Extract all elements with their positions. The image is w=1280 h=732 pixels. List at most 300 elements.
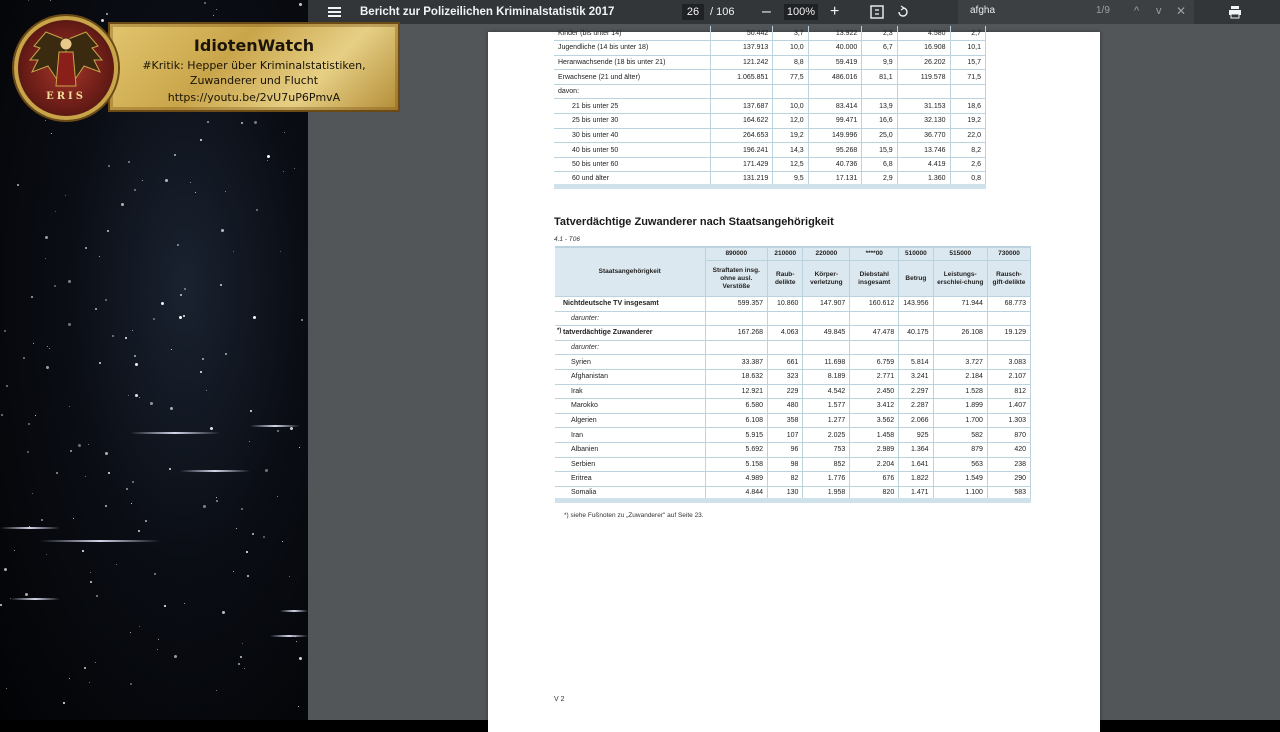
star — [225, 353, 227, 355]
star — [170, 407, 173, 410]
light-streak — [130, 432, 220, 434]
row-label: Nichtdeutsche TV insgesamt — [555, 297, 705, 312]
star — [6, 385, 8, 387]
cell-value: 82 — [768, 472, 803, 487]
cell-value: 2.450 — [850, 384, 899, 399]
cell-value: 40.175 — [899, 326, 933, 341]
cell-value: 1.776 — [803, 472, 850, 487]
menu-icon-bar — [328, 11, 341, 13]
zoom-input[interactable]: 100% — [784, 4, 818, 20]
star — [299, 657, 302, 660]
banner-title: IdiotenWatch — [193, 36, 315, 55]
winged-figure-icon — [26, 28, 106, 98]
column-header: Rausch-gift-delikte — [987, 261, 1030, 297]
star — [56, 472, 58, 474]
cell-value: 10,0 — [773, 41, 808, 56]
star — [54, 285, 56, 287]
star — [4, 568, 7, 571]
cell-value: 1.528 — [933, 384, 987, 399]
row-label: 30 bis unter 40 — [554, 128, 710, 143]
star — [145, 520, 147, 522]
star — [135, 394, 138, 397]
cell-value: 8.189 — [803, 369, 850, 384]
star — [134, 355, 136, 357]
star — [130, 683, 132, 685]
cell-value: 18,6 — [950, 99, 985, 114]
cell-value: 2.184 — [933, 369, 987, 384]
row-label: Albanien — [555, 442, 705, 457]
star — [106, 13, 108, 15]
star — [138, 530, 140, 532]
cell-value: 1.700 — [933, 413, 987, 428]
star — [125, 337, 127, 339]
star — [14, 550, 15, 551]
star — [216, 690, 217, 691]
star — [238, 663, 240, 665]
column-header-label: Staatsangehörigkeit — [555, 247, 705, 297]
cell-value: 870 — [987, 428, 1030, 443]
star — [70, 450, 72, 452]
table-row — [555, 486, 1031, 501]
star — [90, 581, 92, 583]
cell-value: 15,9 — [862, 143, 897, 158]
find-close-icon[interactable]: ✕ — [1176, 4, 1187, 18]
cell-value: 26.202 — [897, 55, 950, 70]
cell-value: 1.458 — [850, 428, 899, 443]
cell-value: 149.996 — [808, 128, 862, 143]
cell-value: 1.822 — [899, 472, 933, 487]
star — [6, 688, 7, 689]
rotate-icon — [896, 5, 910, 19]
column-header: Raub-delikte — [768, 261, 803, 297]
star — [250, 410, 252, 412]
row-label: darunter: — [555, 340, 705, 355]
cell-value: 12,5 — [773, 157, 808, 172]
nationality-table — [555, 246, 1031, 503]
cell-value: 121.242 — [710, 55, 773, 70]
cell-value: 13.746 — [897, 143, 950, 158]
cell-value: 3.412 — [850, 399, 899, 414]
cell-value: 4.989 — [705, 472, 768, 487]
page-number: V 2 — [554, 696, 565, 703]
cell-value — [808, 84, 862, 99]
section-title: Tatverdächtige Zuwanderer nach Staatsangehörigkeit — [554, 216, 834, 228]
star — [95, 662, 96, 663]
banner-url[interactable]: https://youtu.be/2vU7uP6PmvA — [167, 91, 341, 104]
star — [132, 481, 134, 483]
star — [99, 256, 100, 257]
column-code: 730000 — [987, 247, 1030, 261]
star — [69, 406, 70, 407]
star — [33, 343, 34, 344]
star — [161, 302, 164, 305]
cell-value: 1.303 — [987, 413, 1030, 428]
rotate-button[interactable] — [896, 0, 910, 24]
cell-value — [862, 84, 897, 99]
cell-value: 676 — [850, 472, 899, 487]
star — [233, 571, 234, 572]
cell-value — [850, 311, 899, 326]
star — [78, 444, 81, 447]
cell-value: 19.129 — [987, 326, 1030, 341]
cell-value: 1.277 — [803, 413, 850, 428]
cell-value: 5.692 — [705, 442, 768, 457]
cell-value: 6.580 — [705, 399, 768, 414]
star — [96, 595, 98, 597]
cell-value: 47.478 — [850, 326, 899, 341]
star — [254, 121, 257, 124]
cell-value: 25,0 — [862, 128, 897, 143]
cell-value: 852 — [803, 457, 850, 472]
star — [142, 180, 143, 181]
cell-value: 6.108 — [705, 413, 768, 428]
table-row — [554, 70, 986, 85]
star — [23, 357, 25, 359]
star — [177, 244, 179, 246]
row-label: Jugendliche (14 bis unter 18) — [554, 41, 710, 56]
print-button[interactable] — [1228, 0, 1242, 24]
star — [267, 155, 270, 158]
cell-value: 10,0 — [773, 99, 808, 114]
cell-value — [803, 311, 850, 326]
cell-value: 40.000 — [808, 41, 862, 56]
row-label: davon: — [554, 84, 710, 99]
star — [210, 427, 213, 430]
cell-value: 1.065.851 — [710, 70, 773, 85]
cell-value: 160.612 — [850, 297, 899, 312]
star — [31, 296, 33, 298]
cell-value — [897, 84, 950, 99]
cell-value: 2.025 — [803, 428, 850, 443]
row-label: Serbien — [555, 457, 705, 472]
cell-value: 8,8 — [773, 55, 808, 70]
cell-value: 6,8 — [862, 157, 897, 172]
cell-value: 3.562 — [850, 413, 899, 428]
cell-value: 925 — [899, 428, 933, 443]
star — [298, 706, 299, 707]
cell-value: 1.471 — [899, 486, 933, 501]
footnote: *) siehe Fußnoten zu „Zuwanderer" auf Seite 23. — [564, 512, 704, 519]
row-label: 21 bis unter 25 — [554, 99, 710, 114]
table-row — [554, 114, 986, 129]
star — [282, 541, 283, 542]
row-label: Irak — [555, 384, 705, 399]
cell-value: 2.107 — [987, 369, 1030, 384]
cell-value: 420 — [987, 442, 1030, 457]
cell-value: 98 — [768, 457, 803, 472]
star — [50, 0, 51, 1]
table-row — [555, 311, 1031, 326]
row-label: Afghanistan — [555, 369, 705, 384]
star — [154, 573, 156, 575]
star — [277, 430, 279, 432]
cell-value: 5.158 — [705, 457, 768, 472]
cell-value: 9,5 — [773, 172, 808, 187]
pdf-toolbar — [308, 0, 1280, 24]
cell-value: 229 — [768, 384, 803, 399]
star — [225, 191, 226, 192]
star — [171, 349, 172, 350]
cell-value: 2.287 — [899, 399, 933, 414]
light-streak — [0, 527, 60, 529]
cell-value: 661 — [768, 355, 803, 370]
row-label: 60 und älter — [554, 172, 710, 187]
star — [4, 330, 6, 332]
find-bar — [958, 0, 1194, 24]
light-streak — [40, 540, 160, 542]
star — [207, 121, 209, 123]
row-label: 40 bis unter 50 — [554, 143, 710, 158]
star — [249, 441, 250, 442]
star — [299, 447, 300, 448]
cell-value: 599.357 — [705, 297, 768, 312]
star — [204, 2, 206, 4]
row-label — [555, 326, 705, 341]
cell-value: 486.016 — [808, 70, 862, 85]
find-previous-icon[interactable]: ^ — [1134, 5, 1140, 17]
cell-value: 131.219 — [710, 172, 773, 187]
row-label: Somalia — [555, 486, 705, 501]
table-row — [555, 457, 1031, 472]
light-streak — [270, 635, 308, 637]
table-row — [554, 84, 986, 99]
cell-value: 130 — [768, 486, 803, 501]
zoom-out-button[interactable]: – — [762, 3, 771, 20]
cell-value: 1.364 — [899, 442, 933, 457]
star — [130, 632, 131, 633]
column-code: ****00 — [850, 247, 899, 261]
cell-value — [933, 311, 987, 326]
cell-value: 71.944 — [933, 297, 987, 312]
star — [221, 229, 224, 232]
star — [267, 160, 268, 161]
cell-value: 358 — [768, 413, 803, 428]
cell-value: 31.153 — [897, 99, 950, 114]
cell-value: 147.907 — [803, 297, 850, 312]
menu-icon-bar — [328, 15, 341, 17]
cell-value: 12.921 — [705, 384, 768, 399]
star — [45, 120, 46, 121]
cell-value: 50.442 — [710, 26, 773, 41]
cell-value: 15,7 — [950, 55, 985, 70]
menu-icon — [328, 7, 341, 9]
row-label: Syrien — [555, 355, 705, 370]
star — [241, 122, 243, 124]
cell-value: 0,8 — [950, 172, 985, 187]
cell-value: 95.268 — [808, 143, 862, 158]
star — [85, 247, 87, 249]
row-label: Algerien — [555, 413, 705, 428]
cell-value: 1.958 — [803, 486, 850, 501]
cell-value: 4.580 — [897, 26, 950, 41]
column-code: 220000 — [803, 247, 850, 261]
star — [216, 500, 218, 502]
star — [220, 284, 222, 286]
column-header: Leistungs-erschlei-chung — [933, 261, 987, 297]
star — [294, 168, 295, 169]
cell-value: 59.419 — [808, 55, 862, 70]
footnote-marker: *) — [557, 328, 562, 335]
star — [289, 576, 290, 577]
star — [112, 335, 114, 337]
star — [202, 358, 204, 360]
row-label: Heranwachsende (18 bis unter 21) — [554, 55, 710, 70]
cell-value: 323 — [768, 369, 803, 384]
light-streak — [250, 425, 300, 427]
column-code: 510000 — [899, 247, 933, 261]
star — [299, 3, 302, 6]
cell-value: 49.845 — [803, 326, 850, 341]
star — [247, 575, 249, 577]
star — [47, 346, 48, 347]
find-next-icon[interactable]: v — [1156, 5, 1162, 17]
cell-value: 26.108 — [933, 326, 987, 341]
cell-value: 10,1 — [950, 41, 985, 56]
star — [45, 236, 48, 239]
star — [95, 308, 97, 310]
star — [195, 192, 196, 193]
cell-value: 11.698 — [803, 355, 850, 370]
star — [252, 533, 254, 535]
star — [45, 258, 46, 259]
cell-value: 171.429 — [710, 157, 773, 172]
star — [184, 603, 185, 604]
column-header: Betrug — [899, 261, 933, 297]
star — [213, 15, 214, 16]
star — [82, 550, 84, 552]
page-number-input[interactable]: 26 — [682, 4, 704, 20]
star — [88, 444, 89, 445]
cell-value: 19,2 — [773, 128, 808, 143]
cell-value: 1.549 — [933, 472, 987, 487]
row-label: Marokko — [555, 399, 705, 414]
star — [184, 288, 186, 290]
cell-value: 71,5 — [950, 70, 985, 85]
star — [135, 363, 138, 366]
cell-value — [899, 340, 933, 355]
cell-value: 264.653 — [710, 128, 773, 143]
star — [164, 605, 166, 607]
star — [84, 667, 86, 669]
star — [216, 497, 217, 498]
table-row — [554, 55, 986, 70]
cell-value: 22,0 — [950, 128, 985, 143]
table-row — [555, 297, 1031, 312]
cell-value: 13.922 — [808, 26, 862, 41]
print-icon — [1228, 5, 1242, 19]
star — [85, 476, 86, 477]
cell-value: 77,5 — [773, 70, 808, 85]
table-row — [555, 428, 1031, 443]
star — [68, 323, 71, 326]
star — [69, 678, 70, 679]
star — [105, 505, 107, 507]
row-label: Kinder (bis unter 14) — [554, 26, 710, 41]
cell-value: 3.727 — [933, 355, 987, 370]
cell-value — [933, 340, 987, 355]
row-label: darunter: — [555, 311, 705, 326]
cell-value — [705, 311, 768, 326]
cell-value: 290 — [987, 472, 1030, 487]
star — [28, 423, 30, 425]
star — [27, 451, 29, 453]
table-row — [555, 472, 1031, 487]
cell-value: 3,7 — [773, 26, 808, 41]
star — [277, 496, 278, 497]
star — [265, 469, 268, 472]
cell-value: 36.770 — [897, 128, 950, 143]
cell-value: 583 — [987, 486, 1030, 501]
cell-value: 10.860 — [768, 297, 803, 312]
row-label: Iran — [555, 428, 705, 443]
star — [131, 503, 132, 504]
table-row — [554, 99, 986, 114]
star — [89, 682, 90, 683]
table-code: 4.1 - T06 — [554, 236, 581, 243]
table-row — [554, 128, 986, 143]
logo-text: ERIS — [46, 91, 86, 102]
channel-banner — [14, 18, 400, 113]
star — [46, 366, 49, 369]
table-row — [555, 413, 1031, 428]
cell-value: 1.641 — [899, 457, 933, 472]
star — [222, 611, 225, 614]
star — [183, 315, 185, 317]
cell-value: 19,2 — [950, 114, 985, 129]
cell-value: 4.844 — [705, 486, 768, 501]
table-row — [555, 340, 1031, 355]
row-label: 50 bis unter 60 — [554, 157, 710, 172]
star — [108, 472, 110, 474]
pdf-viewer — [308, 0, 1280, 720]
cell-value: 5.915 — [705, 428, 768, 443]
cell-value: 2.771 — [850, 369, 899, 384]
cell-value: 13,9 — [862, 99, 897, 114]
banner-plate — [108, 22, 400, 112]
star — [139, 626, 140, 627]
star — [296, 641, 297, 642]
row-label: 25 bis unter 30 — [554, 114, 710, 129]
cell-value: 480 — [768, 399, 803, 414]
find-input[interactable]: afgha — [970, 5, 996, 16]
cell-value: 14,3 — [773, 143, 808, 158]
star — [90, 572, 91, 573]
star — [200, 371, 202, 373]
cell-value: 33.387 — [705, 355, 768, 370]
row-label: Erwachsene (21 und älter) — [554, 70, 710, 85]
star — [203, 505, 206, 508]
cell-value: 164.622 — [710, 114, 773, 129]
column-header: Körper-verletzung — [803, 261, 850, 297]
star — [256, 209, 258, 211]
star — [32, 493, 33, 494]
light-streak — [280, 610, 308, 612]
cell-value: 753 — [803, 442, 850, 457]
cell-value: 3.083 — [987, 355, 1030, 370]
star — [150, 402, 153, 405]
star — [200, 139, 202, 141]
pdf-page — [488, 29, 1100, 732]
cell-value — [710, 84, 773, 99]
star — [283, 171, 284, 172]
star — [132, 330, 133, 331]
cell-value: 68.773 — [987, 297, 1030, 312]
fit-page-button[interactable] — [870, 0, 884, 24]
star — [121, 203, 124, 206]
cell-value: 196.241 — [710, 143, 773, 158]
zoom-in-button[interactable]: + — [830, 3, 840, 20]
star — [1, 414, 3, 416]
